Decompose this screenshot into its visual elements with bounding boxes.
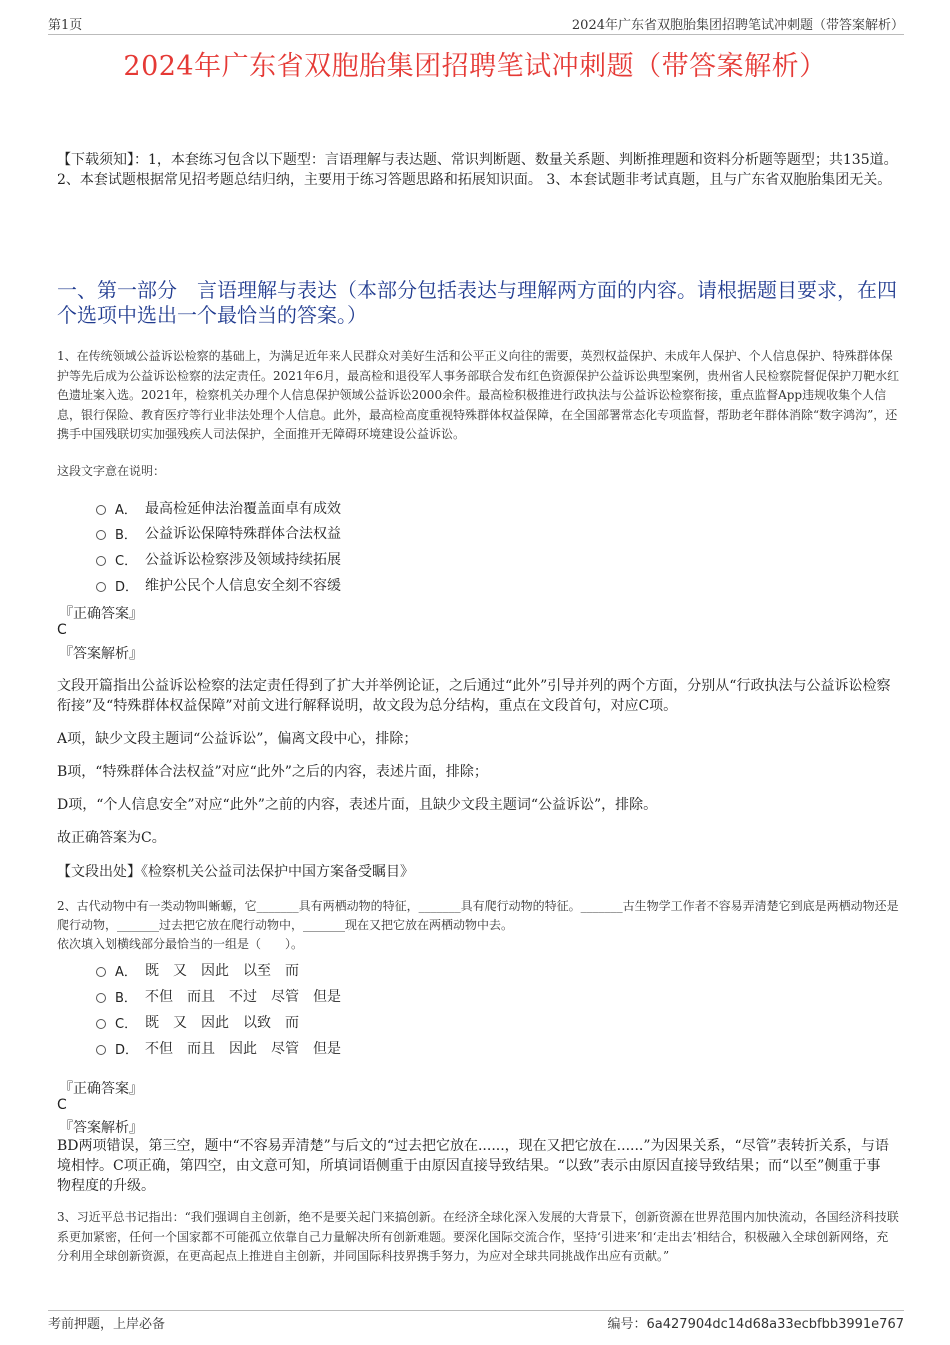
option-word: 而且 [187, 1041, 215, 1057]
option-letter: C． [115, 1016, 138, 1032]
option-word: 而 [285, 1015, 299, 1031]
q2-correct-label: 『正确答案』 [59, 1081, 143, 1097]
q1-prompt: 这段文字意在说明： [57, 464, 166, 478]
option-word: 尽管 [271, 989, 299, 1005]
option-word: 又 [173, 1015, 187, 1031]
radio-icon[interactable] [96, 505, 106, 515]
option-text: 最高检延伸法治覆盖面卓有成效 [145, 501, 341, 517]
option-word: 不但 [145, 989, 173, 1005]
q1-analysis-b: B项，“特殊群体合法权益”对应“此外”之后的内容，表述片面，排除； [57, 764, 488, 780]
option-text: 维护公民个人信息安全刻不容缓 [145, 578, 341, 594]
option-text: 公益诉讼检察涉及领域持续拓展 [145, 552, 341, 568]
option-letter: D． [115, 1042, 139, 1058]
option-letter: B． [115, 990, 137, 1006]
section-title: 一、第一部分 言语理解与表达（本部分包括表达与理解两方面的内容。请根据题目要求，在四个选项中选出一个最恰当的答案。） [57, 278, 897, 327]
q1-correct-label: 『正确答案』 [59, 606, 143, 622]
header-doc-title: 2024年广东省双胞胎集团招聘笔试冲刺题（带答案解析） [571, 18, 904, 33]
option-word: 因此 [229, 1041, 257, 1057]
q2-correct-answer: C [57, 1097, 67, 1113]
q2-prompt: 依次填入划横线部分最恰当的一组是（ ）。 [57, 937, 304, 951]
q1-option-a[interactable] [96, 498, 341, 518]
option-word: 而 [285, 963, 299, 979]
q2-option-a[interactable] [96, 960, 313, 980]
footer-code-label: 编号： [607, 1317, 647, 1332]
option-letter: A． [115, 964, 137, 980]
q1-source: 【文段出处】《检察机关公益司法保护中国方案备受瞩目》 [57, 864, 414, 880]
radio-icon[interactable] [96, 556, 106, 566]
q2-analysis: BD两项错误，第三空，题中“不容易弄清楚”与后文的“过去把它放在......，现在又把它放在......”为因果关系，“尽管”表转折关系，与语境相悖。C项正确，第四空，由文意可知，所填词语侧重于由原因直接导致结果。“以致”表示由原因直接导致结果；而“以至”侧重于事物程度的升级。 [57, 1138, 889, 1194]
page-number: 第1页 [48, 18, 83, 33]
option-word: 既 [145, 963, 159, 979]
option-word: 因此 [201, 1015, 229, 1031]
download-notice: 【下载须知】：1，本套练习包含以下题型：言语理解与表达题、常识判断题、数量关系题、判断推理题和资料分析题等题型；共135道。 2、本套试题根据常见招考题总结归纳，主要用于练习答题思路和拓展知识面。 3、本套试题非考试真题，且与广东省双胞胎集团无关。 [57, 152, 898, 188]
option-word: 不过 [229, 989, 257, 1005]
radio-icon[interactable] [96, 1045, 106, 1055]
option-word: 以至 [243, 963, 271, 979]
option-word: 而且 [187, 989, 215, 1005]
q3-stem: 3、习近平总书记指出：“我们强调自主创新，绝不是要关起门来搞创新。在经济全球化深入发展的大背景下，创新资源在世界范围内加快流动，各国经济科技联系更加紧密，任何一个国家都不可能孤立依靠自己力量解决所有创新难题。要深化国际交流合作，坚持‘引进来’和‘走出去’相结合，积极融入全球创新网络，充分利用全球创新资源，在更高起点上推进自主创新，并同国际科技界携手努力，为应对全球共同挑战作出应有贡献。” [57, 1210, 899, 1263]
q1-stem: 1、在传统领域公益诉讼检察的基础上，为满足近年来人民群众对美好生活和公平正义向往的需要，英烈权益保护、未成年人保护、个人信息保护、特殊群体保护等先后成为公益诉讼检察的法定责任。2021年6月，最高检和退役军人事务部联合发布红色资源保护公益诉讼典型案例，贵州省人民检察院督促保护刀靶水红色遗址案入选。2021年，检察机关办理个人信息保护领域公益诉讼2000余件。最高检积极推进行政执法与公益诉讼检察衔接，重点监督App违规收集个人信息，银行保险、教育医疗等行业非法处理个人信息。此外，最高检高度重视特殊群体权益保障，在全国部署常态化专项监督，帮助老年群体消除“数字鸿沟”，还携手中国残联切实加强残疾人司法保护，全面推开无障碍环境建设公益诉讼。 [57, 349, 900, 441]
header-divider [48, 34, 904, 35]
page-footer [48, 1313, 904, 1332]
option-word: 但是 [313, 989, 341, 1005]
option-word: 以致 [243, 1015, 271, 1031]
option-word: 不但 [145, 1041, 173, 1057]
q2-option-b[interactable] [96, 986, 355, 1006]
q1-option-c[interactable] [96, 549, 341, 569]
radio-icon[interactable] [96, 582, 106, 592]
option-word: 既 [145, 1015, 159, 1031]
radio-icon[interactable] [96, 993, 106, 1003]
footer-divider [48, 1310, 904, 1311]
q1-correct-answer: C [57, 622, 67, 638]
q1-analysis-d: D项，“个人信息安全”对应“此外”之前的内容，表述片面，且缺少文段主题词“公益诉讼”，排除。 [57, 797, 658, 813]
radio-icon[interactable] [96, 1019, 106, 1029]
option-word: 尽管 [271, 1041, 299, 1057]
q1-analysis-paragraph: 文段开篇指出公益诉讼检察的法定责任得到了扩大并举例论证，之后通过“此外”引导并列的两个方面，分别从“行政执法与公益诉讼检察衔接”及“特殊群体权益保障”对前文进行解释说明，故文段为总分结构，重点在文段首句，对应C项。 [57, 678, 891, 714]
q2-stem-text: 2、古代动物中有一类动物叫蜥螈，它_______具有两栖动物的特征，_______具有爬行动物的特征。_______古生物学工作者不容易弄清楚它到底是两栖动物还是爬行动物，_______过去把它放在爬行动物中，_______现在又把它放在两栖动物中去。 [57, 899, 899, 932]
footer-code-value: 6a427904dc14d68a33ecbfbb3991e767 [646, 1317, 904, 1332]
option-letter: D． [115, 579, 139, 595]
q2-option-d[interactable] [96, 1038, 355, 1058]
q1-analysis-a: A项，缺少文段主题词“公益诉讼”，偏离文段中心，排除； [57, 731, 418, 747]
radio-icon[interactable] [96, 530, 106, 540]
option-letter: B． [115, 527, 137, 543]
footer-code [608, 1313, 905, 1332]
q1-analysis-label: 『答案解析』 [59, 646, 143, 662]
q2-analysis-label: 『答案解析』 [59, 1120, 143, 1136]
q1-option-d[interactable] [96, 575, 341, 595]
q1-conclusion: 故正确答案为C。 [57, 830, 166, 846]
option-word: 又 [173, 963, 187, 979]
q2-option-c[interactable] [96, 1012, 313, 1032]
option-text: 公益诉讼保障特殊群体合法权益 [145, 526, 341, 542]
option-letter: C． [115, 553, 138, 569]
radio-icon[interactable] [96, 967, 106, 977]
option-word: 因此 [201, 963, 229, 979]
option-word: 但是 [313, 1041, 341, 1057]
option-letter: A． [115, 502, 137, 518]
page-header [48, 14, 904, 34]
q1-option-b[interactable] [96, 523, 341, 543]
page-title: 2024年广东省双胞胎集团招聘笔试冲刺题（带答案解析） [123, 51, 827, 82]
q2-stem [57, 897, 900, 954]
footer-slogan: 考前押题，上岸必备 [48, 1317, 166, 1332]
